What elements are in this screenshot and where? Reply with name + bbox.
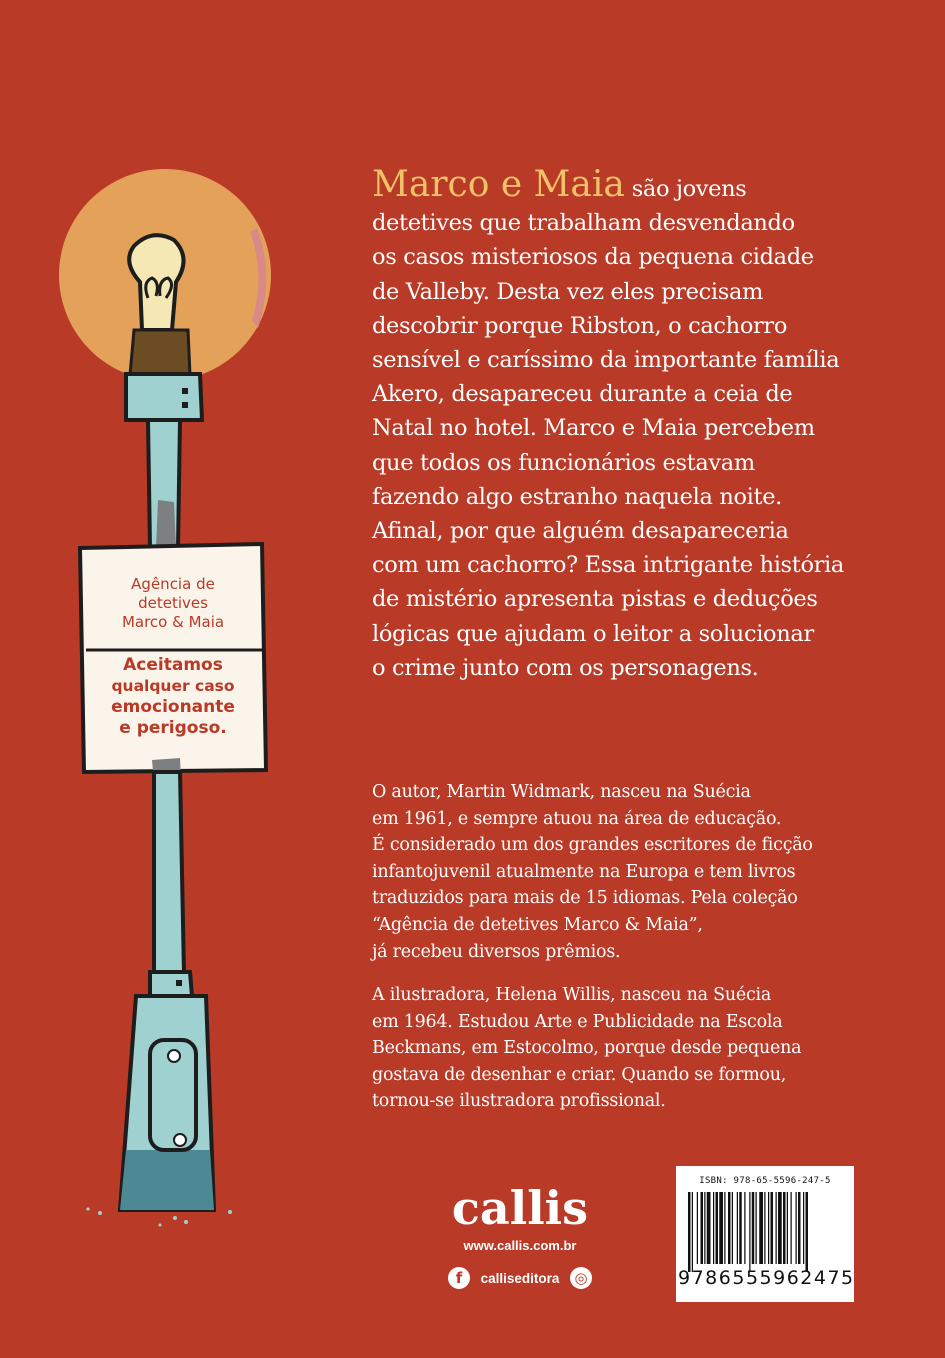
barcode-bar	[692, 1192, 693, 1272]
illustrator-line: tornou-se ilustradora profissional.	[372, 1091, 666, 1112]
barcode-bar	[752, 1192, 755, 1264]
book-blurb	[372, 164, 892, 685]
barcode-bar	[732, 1192, 733, 1264]
illustrator-bio	[372, 982, 892, 1115]
illustrator-line: em 1964. Estudou Arte e Publicidade na Escola	[372, 1011, 783, 1032]
author-line: O autor, Martin Widmark, nasceu na Suécia	[372, 782, 751, 802]
author-line: em 1961, e sempre atuou na área de educação.	[372, 808, 782, 829]
barcode-bar	[716, 1192, 719, 1264]
blurb-line: descobrir porque Ribston, o cachorro	[372, 312, 788, 339]
illustrator-line: gostava de desenhar e criar. Quando se formou,	[372, 1064, 787, 1085]
sign-slogan: Aceitamos qualquer caso emocionante e perigoso.	[111, 655, 235, 738]
barcode-bar	[806, 1192, 809, 1272]
barcode-bar	[728, 1192, 731, 1264]
barcode-bar	[759, 1192, 763, 1264]
pole-collar	[150, 972, 192, 996]
barcode-bar	[768, 1192, 769, 1264]
illustrator-line: A ilustradora, Helena Willis, nasceu na Suécia	[372, 985, 772, 1005]
barcode-bar	[749, 1192, 750, 1272]
detective-agency-sign	[80, 545, 266, 770]
barcode-bar	[707, 1192, 711, 1264]
pole-lower	[154, 772, 184, 974]
blurb-line: o crime junto com os personagens.	[372, 654, 759, 681]
blurb-line: Marco e Maia são jovens	[372, 164, 747, 205]
barcode-bar	[778, 1192, 782, 1264]
barcode-bar	[701, 1192, 704, 1264]
barcode-bar	[688, 1192, 691, 1272]
blurb-line: Afinal, por que alguém desapareceria	[372, 518, 789, 545]
barcode-bar	[803, 1192, 804, 1264]
blurb-line: lógicas que ajudam o leitor a solucionar	[372, 620, 814, 647]
bulb-base	[130, 330, 190, 375]
barcode-bar	[783, 1192, 786, 1264]
book-title: Marco e Maia	[372, 164, 625, 205]
sign-agency-name: Agência de detetives Marco & Maia	[121, 575, 225, 631]
barcode-bar	[798, 1192, 801, 1264]
barcode-bar	[739, 1192, 742, 1264]
social-row	[448, 1265, 592, 1291]
author-line: já recebeu diversos prêmios.	[372, 941, 621, 962]
pole-cap	[126, 374, 202, 420]
barcode-bar	[704, 1192, 705, 1264]
blurb-line: sensível e caríssimo da importante família	[372, 347, 840, 374]
blurb-line: fazendo algo estranho naquela noite.	[372, 483, 782, 510]
barcode-bar	[756, 1192, 757, 1264]
barcode-bar	[697, 1192, 698, 1264]
barcode-bar	[719, 1192, 723, 1264]
author-line: É considerado um dos grandes escritores de ficção	[372, 835, 813, 856]
blurb-line: Akero, desapareceu durante a ceia de	[372, 381, 793, 408]
barcode-bar	[744, 1192, 745, 1264]
instagram-icon[interactable]: ◎	[570, 1267, 592, 1289]
barcode-bar	[791, 1192, 792, 1264]
illustrator-line: Beckmans, em Estocolmo, porque desde pequena	[372, 1038, 802, 1059]
barcode-bars	[688, 1192, 844, 1278]
barcode-bar	[771, 1192, 774, 1264]
blurb-line: que todos os funcionários estavam	[372, 449, 755, 476]
barcode-bar	[737, 1192, 738, 1264]
blurb-line: de Valleby. Desta vez eles precisam	[372, 278, 763, 305]
social-handle[interactable]: calliseditora	[480, 1270, 560, 1286]
isbn-label: ISBN: 978-65-5596-247-5	[699, 1176, 831, 1186]
blurb-line: de mistério apresenta pistas e deduções	[372, 586, 818, 613]
barcode-bar	[724, 1192, 725, 1264]
barcode-bar	[787, 1192, 788, 1264]
barcode-bar	[776, 1192, 777, 1264]
publisher-website[interactable]: www.callis.com.br	[463, 1238, 577, 1253]
author-bio	[372, 779, 892, 965]
ean-digits: 9786555962475	[678, 1267, 855, 1289]
blurb-line: detetives que trabalham desvendando	[372, 210, 795, 237]
blurb-line: Natal no hotel. Marco e Maia percebem	[372, 415, 815, 442]
blurb-line: com um cachorro? Essa intrigante história	[372, 552, 844, 579]
blurb-line: os casos misteriosos da pequena cidade	[372, 244, 814, 271]
barcode-box	[676, 1166, 854, 1302]
publisher-logo: callis	[451, 1181, 589, 1235]
author-line: traduzidos para mais de 15 idiomas. Pela coleção	[372, 888, 798, 909]
barcode-bar	[713, 1192, 714, 1264]
barcode-bar	[796, 1192, 797, 1264]
author-line: infantojuvenil atualmente na Europa e tem livros	[372, 861, 796, 882]
author-line: “Agência de detetives Marco & Maia”,	[372, 914, 703, 935]
facebook-icon[interactable]: f	[448, 1267, 470, 1289]
barcode-bar	[764, 1192, 765, 1264]
